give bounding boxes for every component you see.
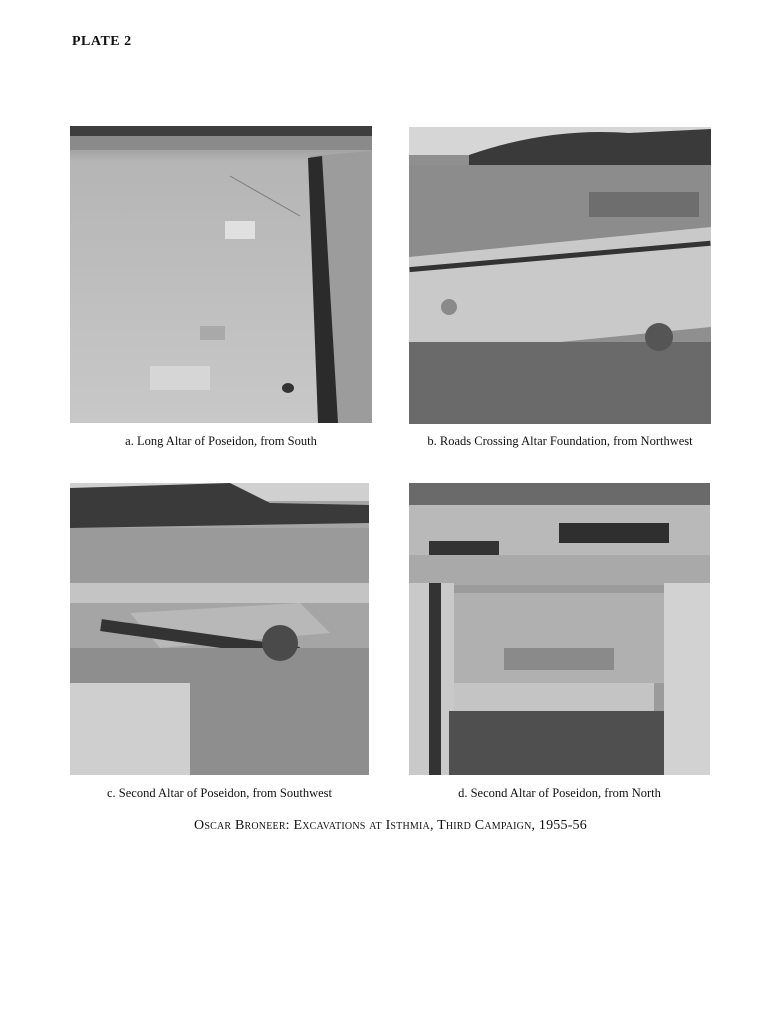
caption-d: d. Second Altar of Poseidon, from North: [458, 786, 661, 800]
caption-a: a. Long Altar of Poseidon, from South: [125, 434, 317, 448]
publication-credit: Oscar Broneer: Excavations at Isthmia, Third Campaign, 1955-56: [194, 818, 587, 833]
caption-b: b. Roads Crossing Altar Foundation, from Northwest: [427, 434, 693, 448]
caption-c: c. Second Altar of Poseidon, from Southwest: [107, 786, 332, 800]
photo-second-altar-north: [409, 483, 710, 775]
plate-number: PLATE 2: [72, 34, 132, 49]
photo-roads-crossing: [409, 127, 711, 424]
photo-long-altar: [70, 126, 372, 423]
photo-second-altar-southwest: [70, 483, 369, 775]
